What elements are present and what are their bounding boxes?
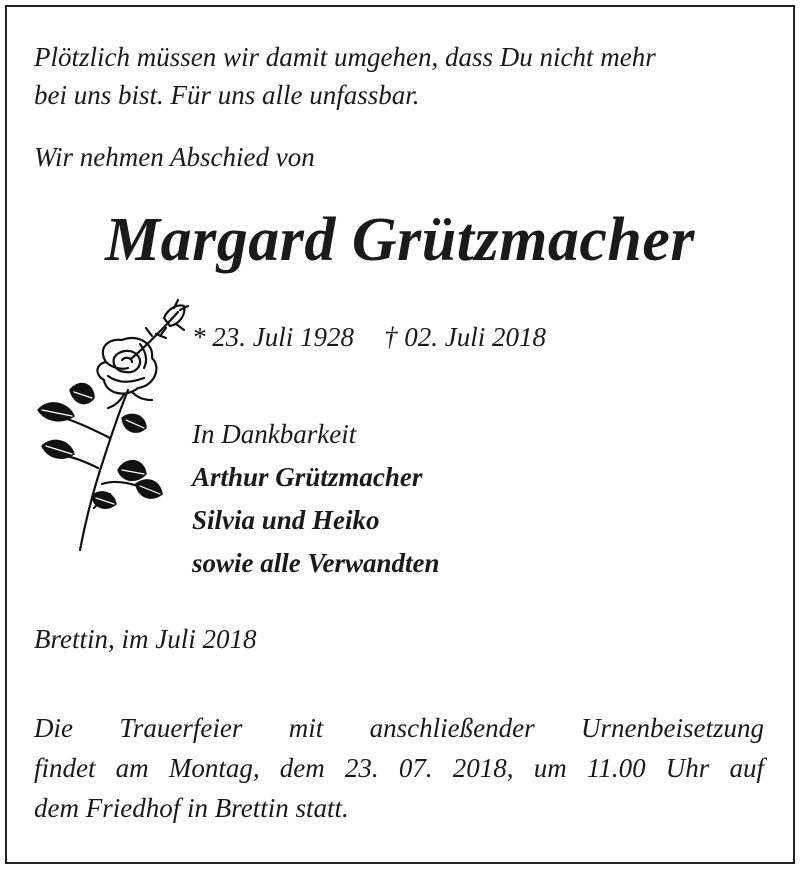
- death-date: † 02. Juli 2018: [384, 322, 546, 352]
- thanks-text: In Dankbarkeit: [192, 419, 357, 449]
- birth-date: * 23. Juli 1928: [192, 322, 354, 352]
- family-list: [192, 456, 440, 585]
- deceased-name: Margard Grützmacher: [105, 206, 695, 274]
- life-dates: [192, 318, 546, 356]
- family-member: sowie alle Verwandten: [192, 548, 440, 578]
- ceremony-text: [34, 708, 764, 828]
- place-date: Brettin, im Juli 2018: [34, 624, 257, 654]
- ceremony-line-3: dem Friedhof in Brettin statt.: [34, 793, 349, 823]
- family-member: Silvia und Heiko: [192, 505, 380, 535]
- intro-text: [34, 38, 774, 114]
- intro-line-1: Plötzlich müssen wir damit umgehen, dass Du nicht mehr: [34, 42, 656, 72]
- farewell-text: Wir nehmen Abschied von: [34, 142, 315, 172]
- intro-line-2: bei uns bist. Für uns alle unfassbar.: [34, 80, 420, 110]
- rose-icon: [28, 298, 196, 554]
- family-member: Arthur Grützmacher: [192, 462, 423, 492]
- ceremony-line-2: findet am Montag, dem 23. 07. 2018, um 11.00 Uhr auf: [34, 753, 764, 783]
- ceremony-line-1: Die Trauerfeier mit anschließender Urnenbeisetzung: [34, 713, 764, 743]
